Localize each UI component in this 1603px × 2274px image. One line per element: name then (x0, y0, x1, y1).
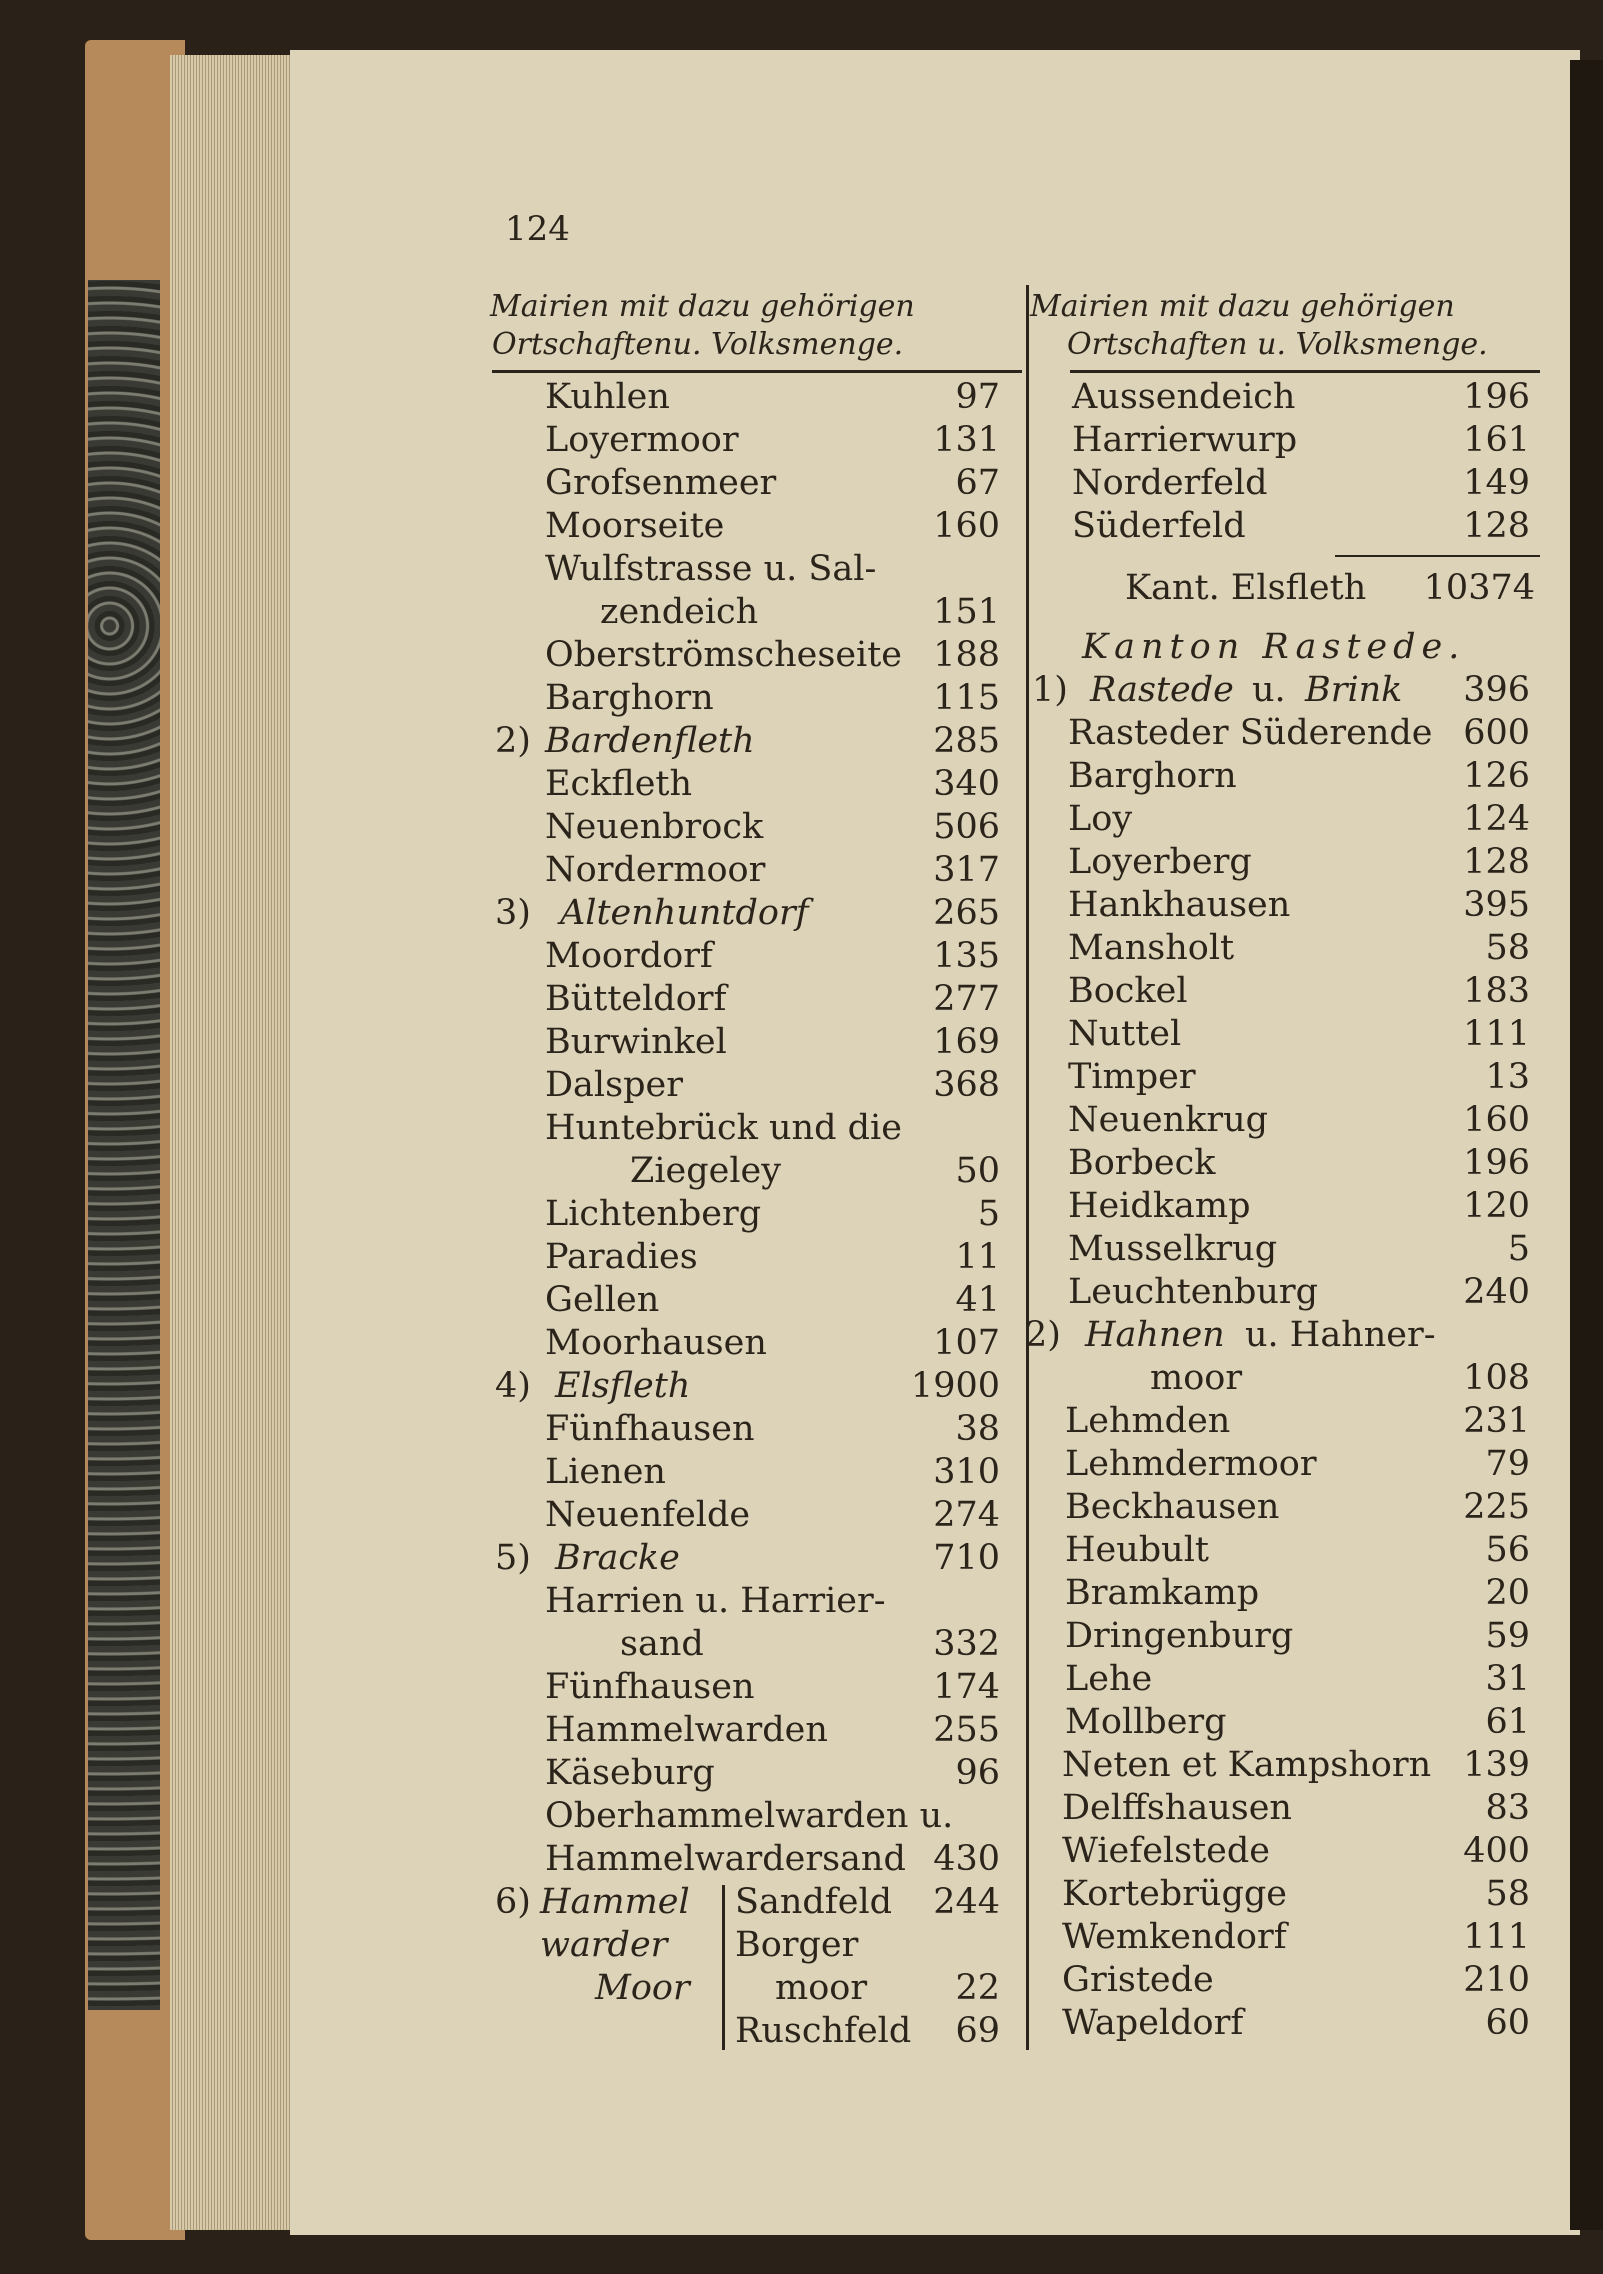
left-row-number: 115 (933, 678, 1000, 718)
left-row-name: Moorseite (545, 506, 725, 546)
left-row-number: 107 (933, 1323, 1000, 1363)
left-row-number: 5 (977, 1194, 1000, 1234)
left-row-name: sand (620, 1624, 704, 1664)
right-row-number: 231 (1463, 1401, 1530, 1441)
right-row-name: Gristede (1062, 1960, 1214, 2000)
right-row-number: 108 (1463, 1358, 1530, 1398)
left-row-number: 135 (933, 936, 1000, 976)
left-row-name: Dalsper (545, 1065, 683, 1105)
left-row-name: Bütteldorf (545, 979, 727, 1019)
right-row-prefix: 2) (1025, 1315, 1061, 1355)
left-row-number: 255 (933, 1710, 1000, 1750)
left-row-name: Hammel (540, 1882, 690, 1922)
right-column-header-line2: Ortschaften u. Volksmenge. (1067, 327, 1488, 362)
right-row-number: 124 (1463, 799, 1530, 839)
right-row-number: 111 (1463, 1917, 1530, 1957)
left-row-name: warder (540, 1925, 668, 1965)
right-row-number: 5 (1507, 1229, 1530, 1269)
left-row-number: 50 (955, 1151, 1000, 1191)
right-row-name: Beckhausen (1065, 1487, 1280, 1527)
left-row-name: Gellen (545, 1280, 660, 1320)
left-column-header-line2: Ortschaftenu. Volksmenge. (492, 327, 904, 362)
left-header-rule (492, 370, 1022, 373)
right-row-name: Wemkendorf (1062, 1917, 1287, 1957)
right-row-name: Rasteder Süderende (1068, 713, 1433, 753)
right-row-name: Heubult (1065, 1530, 1209, 1570)
right-row-number: 139 (1463, 1745, 1530, 1785)
right-row-name: Brink (1305, 670, 1403, 710)
left-row-name: Eckfleth (545, 764, 693, 804)
right-row-number: 58 (1485, 1874, 1530, 1914)
left-row-name: Wulfstrasse u. Sal- (545, 549, 877, 589)
right-row-number: 61 (1485, 1702, 1530, 1742)
right-row-name: Mansholt (1068, 928, 1235, 968)
left-row-number: 22 (955, 1968, 1000, 2008)
left-row-name: Käseburg (545, 1753, 715, 1793)
left-row-name: Lienen (545, 1452, 666, 1492)
left-row-subname: moor (775, 1968, 868, 2008)
right-row-number: 31 (1485, 1659, 1530, 1699)
left-row-name: Harrien u. Harrier- (545, 1581, 886, 1621)
right-row-name: moor (1150, 1358, 1243, 1398)
right-row-name: Dringenburg (1065, 1616, 1294, 1656)
right-row-name: Mollberg (1065, 1702, 1227, 1742)
left-row-prefix: 5) (495, 1538, 531, 1578)
left-row-name: Ziegeley (630, 1151, 782, 1191)
left-row-name: Fünfhausen (545, 1667, 755, 1707)
right-row-number: 83 (1485, 1788, 1530, 1828)
left-row-name: Burwinkel (545, 1022, 727, 1062)
right-row-name: Delffshausen (1062, 1788, 1292, 1828)
total-rule (1335, 555, 1540, 557)
right-row-number: 111 (1463, 1014, 1530, 1054)
left-row-prefix: 6) (495, 1882, 531, 1922)
left-row-name: Paradies (545, 1237, 698, 1277)
left-row-name: Hammelwarden (545, 1710, 828, 1750)
right-row-name: Aussendeich (1072, 377, 1296, 417)
page-number: 124 (505, 209, 570, 249)
left-row-prefix: 3) (495, 893, 531, 933)
left-row-name: Oberhammelwarden u. (545, 1796, 954, 1836)
left-row-name: Fünfhausen (545, 1409, 755, 1449)
right-row-number: 79 (1485, 1444, 1530, 1484)
left-row-number: 38 (955, 1409, 1000, 1449)
left-row-name: Neuenbrock (545, 807, 764, 847)
left-row-number: 274 (933, 1495, 1000, 1535)
left-row-name: Hammelwardersand (545, 1839, 906, 1879)
left-row-name: Bracke (555, 1538, 680, 1578)
right-row-name: Norderfeld (1072, 463, 1268, 503)
left-row-number: 69 (955, 2011, 1000, 2051)
left-row-name: Moorhausen (545, 1323, 767, 1363)
left-row-number: 430 (933, 1839, 1000, 1879)
right-row-number: 128 (1463, 506, 1530, 546)
left-row-number: 169 (933, 1022, 1000, 1062)
left-row-number: 151 (933, 592, 1000, 632)
left-row-number: 160 (933, 506, 1000, 546)
right-row-number: 59 (1485, 1616, 1530, 1656)
left-row-name: Oberströmscheseite (545, 635, 903, 675)
left-row-number: 188 (933, 635, 1000, 675)
left-row-name: Altenhuntdorf (560, 893, 809, 933)
left-row-number: 506 (933, 807, 1000, 847)
right-row-name: Bramkamp (1065, 1573, 1260, 1613)
left-row-number: 277 (933, 979, 1000, 1019)
left-row-number: 368 (933, 1065, 1000, 1105)
right-row-number: 240 (1463, 1272, 1530, 1312)
left-row-number: 96 (955, 1753, 1000, 1793)
page-edges (170, 55, 295, 2230)
right-row-name: Heidkamp (1068, 1186, 1251, 1226)
right-row-name: Süderfeld (1072, 506, 1246, 546)
left-row-number: 710 (933, 1538, 1000, 1578)
right-row-name: Wapeldorf (1062, 2003, 1244, 2043)
left-row-name: Elsfleth (555, 1366, 691, 1406)
right-row-name: u. Hahner- (1245, 1315, 1436, 1355)
left-row-number: 41 (955, 1280, 1000, 1320)
left-row-prefix: 2) (495, 721, 531, 761)
right-row-name: Bockel (1068, 971, 1188, 1011)
right-row-number: 396 (1463, 670, 1530, 710)
right-row-name: Harrierwurp (1072, 420, 1298, 460)
right-row-name: u. (1252, 670, 1286, 710)
right-row-number: 58 (1485, 928, 1530, 968)
right-row-name: Kortebrügge (1062, 1874, 1287, 1914)
right-row-name: Wiefelstede (1062, 1831, 1270, 1871)
right-column-header-line1: Mairien mit dazu gehörigen (1030, 289, 1455, 324)
left-row-number: 340 (933, 764, 1000, 804)
left-row-name: Lichtenberg (545, 1194, 762, 1234)
right-row-number: 56 (1485, 1530, 1530, 1570)
left-row-number: 265 (933, 893, 1000, 933)
right-row-name: Neten et Kampshorn (1062, 1745, 1432, 1785)
left-row-number: 244 (933, 1882, 1000, 1922)
left-row-subname: Ruschfeld (735, 2011, 912, 2051)
right-row-number: 196 (1463, 1143, 1530, 1183)
right-row-number: 149 (1463, 463, 1530, 503)
right-row-name: Neuenkrug (1068, 1100, 1269, 1140)
left-row-number: 317 (933, 850, 1000, 890)
right-row-name: Lehe (1065, 1659, 1153, 1699)
right-row-number: 196 (1463, 377, 1530, 417)
marbled-endpaper (88, 280, 160, 2010)
right-row-name: Loyerberg (1068, 842, 1252, 882)
right-row-number: 210 (1463, 1960, 1530, 2000)
right-row-name: Lehmdermoor (1065, 1444, 1317, 1484)
left-row-number: 131 (933, 420, 1000, 460)
right-row-name: Timper (1068, 1057, 1196, 1097)
right-row-number: 183 (1463, 971, 1530, 1011)
right-row-number: 160 (1463, 1100, 1530, 1140)
left-row-name: Moordorf (545, 936, 713, 976)
left-row-number: 67 (955, 463, 1000, 503)
left-row-number: 174 (933, 1667, 1000, 1707)
right-row-name: Rastede (1090, 670, 1234, 710)
left-row-name: zendeich (600, 592, 759, 632)
right-row-number: 20 (1485, 1573, 1530, 1613)
right-row-number: 395 (1463, 885, 1530, 925)
left-row-name: Neuenfelde (545, 1495, 751, 1535)
left-row-name: Moor (595, 1968, 690, 2008)
right-row-number: 600 (1463, 713, 1530, 753)
left-row-prefix: 4) (495, 1366, 531, 1406)
right-header-rule (1070, 370, 1540, 373)
right-row-name: Musselkrug (1068, 1229, 1278, 1269)
left-row-number: 97 (955, 377, 1000, 417)
left-row-number: 285 (933, 721, 1000, 761)
right-row-prefix: 1) (1032, 670, 1068, 710)
left-row-name: Bardenfleth (545, 721, 755, 761)
left-row-number: 310 (933, 1452, 1000, 1492)
right-row-number: 126 (1463, 756, 1530, 796)
left-column-header-line1: Mairien mit dazu gehörigen (490, 289, 915, 324)
left-row-subname: Borger (735, 1925, 859, 1965)
kanton-total-number: 10374 (1423, 568, 1535, 608)
right-row-number: 13 (1485, 1057, 1530, 1097)
right-row-name: Lehmden (1065, 1401, 1231, 1441)
left-row-number: 11 (955, 1237, 1000, 1277)
hammelwarder-moor-bracket (722, 1885, 725, 2050)
right-row-name: Barghorn (1068, 756, 1237, 796)
right-row-number: 400 (1463, 1831, 1530, 1871)
left-row-name: Huntebrück und die (545, 1108, 902, 1148)
left-row-name: Barghorn (545, 678, 714, 718)
left-row-subname: Sandfeld (735, 1882, 893, 1922)
right-row-name: Loy (1068, 799, 1133, 839)
right-row-name: Borbeck (1068, 1143, 1216, 1183)
left-row-name: Nordermoor (545, 850, 766, 890)
gutter-shadow (1570, 60, 1603, 2230)
right-row-number: 225 (1463, 1487, 1530, 1527)
right-row-name: Hankhausen (1068, 885, 1291, 925)
kanton-total-label: Kant. Elsfleth (1125, 568, 1367, 608)
right-row-name: Leuchtenburg (1068, 1272, 1319, 1312)
right-row-name: Nuttel (1068, 1014, 1182, 1054)
right-row-number: 128 (1463, 842, 1530, 882)
right-row-number: 120 (1463, 1186, 1530, 1226)
column-divider (1026, 285, 1029, 2050)
left-row-number: 332 (933, 1624, 1000, 1664)
left-row-number: 1900 (910, 1366, 1000, 1406)
left-row-name: Kuhlen (545, 377, 670, 417)
right-row-number: 60 (1485, 2003, 1530, 2043)
section-title: Kanton Rastede. (1082, 627, 1466, 667)
right-row-number: 161 (1463, 420, 1530, 460)
right-row-name: Hahnen (1085, 1315, 1225, 1355)
left-row-name: Loyermoor (545, 420, 739, 460)
left-row-name: Grofsenmeer (545, 463, 777, 503)
